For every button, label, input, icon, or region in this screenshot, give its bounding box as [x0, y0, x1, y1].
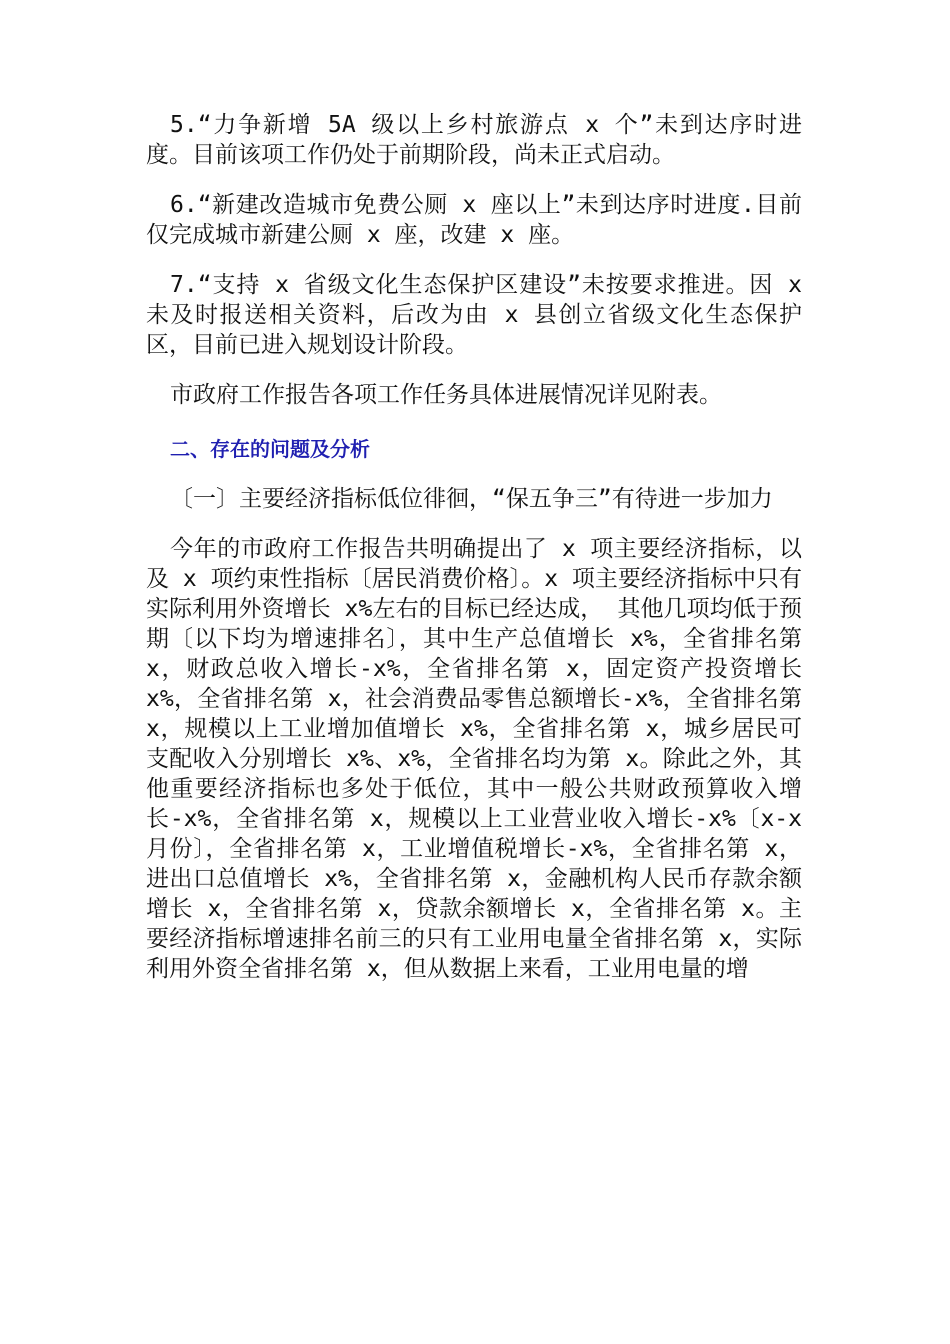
- list-item-5: 5.“力争新增 5A 级以上乡村旅游点 x 个”未到达序时进度。目前该项工作仍处于前期阶段，尚未正式启动。: [146, 112, 802, 168]
- list-item-7: 7.“支持 x 省级文化生态保护区建设”未按要求推进。因 x 未及时报送相关资料，后改为由 x 县创立省级文化生态保护区，目前已进入规划设计阶段。: [146, 272, 802, 358]
- section-heading: 二、存在的问题及分析: [170, 437, 370, 461]
- subsection-heading: 〔一〕主要经济指标低位徘徊，“保五争三”有待进一步加力: [170, 486, 773, 512]
- list-item-6: 6.“新建改造城市免费公厕 x 座以上”未到达序时进度.目前仅完成城市新建公厕 x 座，改建 x 座。: [146, 192, 802, 248]
- document-content: [146, 110, 802, 984]
- body-paragraph: 今年的市政府工作报告共明确提出了 x 项主要经济指标，以及 x 项约束性指标〔居民消费价格〕。x 项主要经济指标中只有实际利用外资增长 x%左右的目标已经达成， 其他几项均低于预期〔以下均为增速排名〕，其中生产总值增长 x%，全省排名第 x，财政总收入增长-x%，全省排名第 x，固定资产投资增长 x%，全省排名第 x，社会消费品零售总额增长-x%，全省排名第 x，规模以上工业增加值增长 x%，全省排名第 x，城乡居民可支配收入分别增长 x%、x%，全省排名均为第 x。除此之外，其他重要经济指标也多处于低位，其中一般公共财政预算收入增长-x%，全省排名第 x，规模以上工业营业收入增长-x%〔x-x 月份〕，全省排名第 x，工业增值税增长-x%，全省排名第 x，进出口总值增长 x%，全省排名第 x，金融机构人民币存款余额增长 x，全省排名第 x，贷款余额增长 x，全省排名第 x。主要经济指标增速排名前三的只有工业用电量全省排名第 x，实际利用外资全省排名第 x，但从数据上来看，工业用电量的增: [146, 536, 802, 982]
- summary-paragraph: 市政府工作报告各项工作任务具体进展情况详见附表。: [170, 382, 722, 408]
